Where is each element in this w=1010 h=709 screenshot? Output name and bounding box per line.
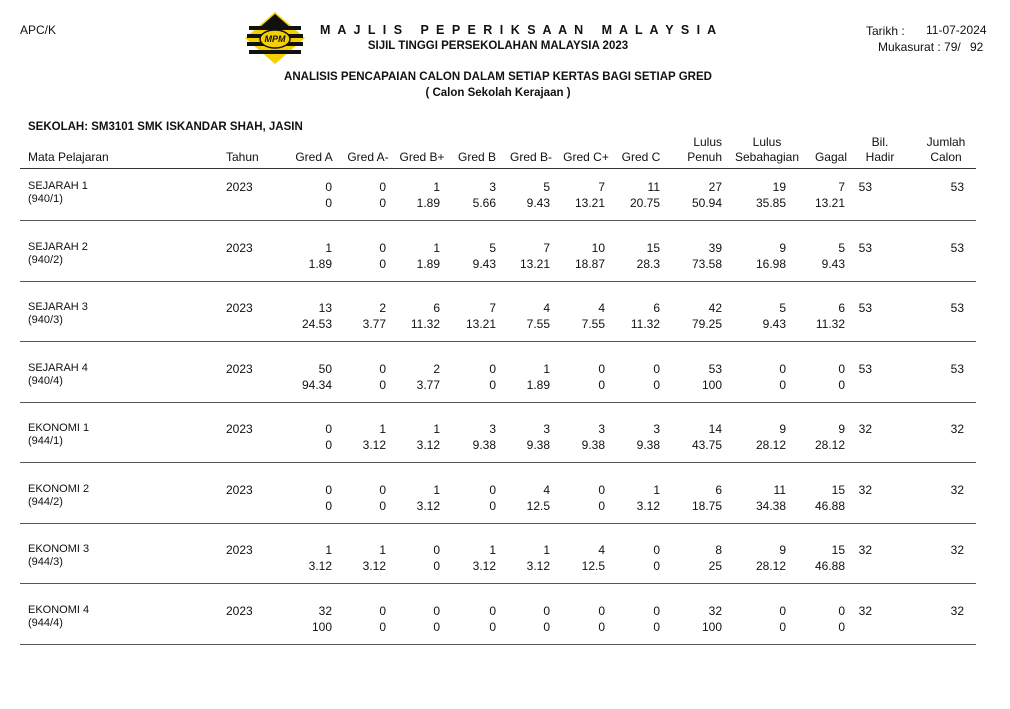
percent-cell: 94.34 <box>301 377 332 392</box>
percent-cell: 25 <box>708 559 722 573</box>
count-cell: 0 <box>379 603 386 618</box>
percent-cell: 0 <box>325 498 332 513</box>
col-grade-1: Gred A- <box>347 150 389 164</box>
bil-hadir-cell: 32 <box>858 603 872 618</box>
count-cell: 5 <box>779 301 786 315</box>
page-total: 92 <box>970 40 984 54</box>
percent-cell: 0 <box>325 196 332 210</box>
subject-name: SEJARAH 1 <box>28 180 88 192</box>
report-code: APC/K <box>20 23 57 37</box>
count-cell: 1 <box>325 543 332 557</box>
subject-code: (944/4) <box>28 616 63 629</box>
percent-cell: 12.5 <box>526 498 550 513</box>
count-cell: 7 <box>543 240 550 255</box>
count-cell: 0 <box>433 543 440 557</box>
percent-cell: 0 <box>653 619 660 634</box>
percent-cell: 9.43 <box>821 256 845 271</box>
count-cell: 0 <box>598 482 605 497</box>
count-cell: 0 <box>379 361 386 376</box>
count-cell: 32 <box>708 603 722 618</box>
year-cell: 2023 <box>226 543 253 557</box>
percent-cell: 3.12 <box>362 438 386 452</box>
count-cell: 15 <box>646 240 660 255</box>
count-cell: 0 <box>379 180 386 194</box>
count-cell: 1 <box>653 482 660 497</box>
count-cell: 3 <box>489 180 496 194</box>
col-jumlah-calon-2: Calon <box>930 150 962 164</box>
row-divider <box>20 341 976 342</box>
count-cell: 4 <box>543 482 550 497</box>
percent-cell: 0 <box>379 256 386 271</box>
count-cell: 3 <box>543 422 550 436</box>
percent-cell: 9.43 <box>472 256 496 271</box>
percent-cell: 0 <box>838 377 845 392</box>
jumlah-calon-cell: 32 <box>950 482 964 497</box>
percent-cell: 9.43 <box>762 317 786 331</box>
count-cell: 1 <box>379 543 386 557</box>
date-value: 11-07-2024 <box>926 23 987 37</box>
bil-hadir-cell: 53 <box>858 240 872 255</box>
count-cell: 0 <box>325 180 332 194</box>
count-cell: 7 <box>838 180 845 194</box>
percent-cell: 50.94 <box>691 196 722 210</box>
row-divider <box>20 583 976 584</box>
percent-cell: 9.38 <box>581 438 605 452</box>
subject-code: (940/4) <box>28 374 63 387</box>
percent-cell: 5.66 <box>472 196 496 210</box>
count-cell: 0 <box>379 240 386 255</box>
count-cell: 0 <box>489 603 496 618</box>
percent-cell: 3.12 <box>636 498 660 513</box>
percent-cell: 0 <box>653 377 660 392</box>
percent-cell: 0 <box>838 619 845 634</box>
count-cell: 1 <box>489 543 496 557</box>
percent-cell: 0 <box>489 377 496 392</box>
subject-code: (940/2) <box>28 253 63 266</box>
col-grade-2: Gred B+ <box>399 150 445 164</box>
row-divider <box>20 462 976 463</box>
percent-cell: 0 <box>543 619 550 634</box>
count-cell: 0 <box>489 482 496 497</box>
col-lulus-penuh-1: Lulus <box>693 135 722 149</box>
report-subtitle: ( Calon Sekolah Kerajaan ) <box>425 87 571 99</box>
percent-cell: 46.88 <box>814 498 845 513</box>
count-cell: 1 <box>543 361 550 376</box>
percent-cell: 0 <box>489 619 496 634</box>
mpm-logo <box>243 10 307 66</box>
year-cell: 2023 <box>226 240 253 255</box>
count-cell: 5 <box>489 240 496 255</box>
count-cell: 2 <box>379 301 386 315</box>
percent-cell: 11.32 <box>410 317 440 331</box>
count-cell: 1 <box>543 543 550 557</box>
percent-cell: 1.89 <box>416 256 440 271</box>
percent-cell: 0 <box>489 498 496 513</box>
subject-name: EKONOMI 4 <box>28 603 90 616</box>
bil-hadir-cell: 53 <box>858 180 872 194</box>
count-cell: 5 <box>543 180 550 194</box>
percent-cell: 0 <box>433 559 440 573</box>
percent-cell: 100 <box>701 619 722 634</box>
count-cell: 1 <box>433 180 440 194</box>
count-cell: 10 <box>591 240 605 255</box>
count-cell: 0 <box>838 361 845 376</box>
subject-code: (944/2) <box>28 495 63 508</box>
count-cell: 2 <box>433 361 440 376</box>
percent-cell: 20.75 <box>629 196 660 210</box>
count-cell: 1 <box>433 422 440 436</box>
percent-cell: 28.12 <box>755 559 786 573</box>
count-cell: 3 <box>489 422 496 436</box>
percent-cell: 7.55 <box>526 317 550 331</box>
count-cell: 14 <box>708 422 722 436</box>
count-cell: 32 <box>318 603 332 618</box>
col-grade-3: Gred B <box>457 150 496 164</box>
count-cell: 27 <box>708 180 722 194</box>
percent-cell: 1.89 <box>526 377 550 392</box>
percent-cell: 0 <box>779 619 786 634</box>
bil-hadir-cell: 32 <box>858 422 872 436</box>
count-cell: 1 <box>325 240 332 255</box>
year-cell: 2023 <box>226 361 253 376</box>
count-cell: 1 <box>433 482 440 497</box>
percent-cell: 34.38 <box>755 498 786 513</box>
percent-cell: 3.12 <box>416 438 440 452</box>
percent-cell: 0 <box>653 559 660 573</box>
percent-cell: 11.32 <box>815 317 845 331</box>
count-cell: 0 <box>653 603 660 618</box>
col-jumlah-calon-1: Jumlah <box>926 135 966 149</box>
svg-text:MPM: MPM <box>264 34 286 44</box>
percent-cell: 0 <box>779 377 786 392</box>
count-cell: 7 <box>598 180 605 194</box>
percent-cell: 13.21 <box>574 196 605 210</box>
year-cell: 2023 <box>226 482 253 497</box>
percent-cell: 9.38 <box>472 438 496 452</box>
count-cell: 0 <box>379 482 386 497</box>
percent-cell: 0 <box>598 619 605 634</box>
count-cell: 19 <box>772 180 786 194</box>
subject-name: EKONOMI 3 <box>28 543 90 555</box>
percent-cell: 3.12 <box>308 559 332 573</box>
percent-cell: 35.85 <box>755 196 786 210</box>
percent-cell: 79.25 <box>691 317 722 331</box>
subject-name: EKONOMI 1 <box>28 422 90 434</box>
percent-cell: 3.77 <box>362 317 386 331</box>
percent-cell: 3.12 <box>472 559 496 573</box>
jumlah-calon-cell: 53 <box>950 361 964 376</box>
col-grade-0: Gred A <box>295 150 333 164</box>
year-cell: 2023 <box>226 301 253 315</box>
count-cell: 4 <box>543 301 550 315</box>
percent-cell: 0 <box>598 498 605 513</box>
jumlah-calon-cell: 53 <box>950 240 964 255</box>
jumlah-calon-cell: 53 <box>950 180 964 194</box>
count-cell: 9 <box>779 543 786 557</box>
count-cell: 7 <box>489 301 496 315</box>
header-divider <box>20 168 976 169</box>
col-lulus-sebahagian-1: Lulus <box>752 135 782 149</box>
percent-cell: 43.75 <box>691 438 722 452</box>
percent-cell: 9.38 <box>526 438 550 452</box>
school-name: SEKOLAH: SM3101 SMK ISKANDAR SHAH, JASIN <box>28 121 303 133</box>
percent-cell: 0 <box>598 377 605 392</box>
col-grade-5: Gred C+ <box>563 150 609 164</box>
count-cell: 53 <box>708 361 722 376</box>
col-lulus-sebahagian-2: Sebahagian <box>734 150 800 164</box>
subject-name: SEJARAH 4 <box>28 361 88 374</box>
percent-cell: 18.87 <box>574 256 605 271</box>
count-cell: 11 <box>773 482 786 497</box>
count-cell: 3 <box>598 422 605 436</box>
percent-cell: 13.21 <box>465 317 496 331</box>
percent-cell: 18.75 <box>691 498 722 513</box>
percent-cell: 100 <box>701 377 722 392</box>
percent-cell: 13.21 <box>814 196 845 210</box>
col-grade-4: Gred B- <box>509 150 552 164</box>
date-label: Tarikh : <box>866 24 905 38</box>
percent-cell: 100 <box>311 619 332 634</box>
percent-cell: 1.89 <box>308 256 332 271</box>
percent-cell: 13.21 <box>519 256 550 271</box>
percent-cell: 0 <box>379 498 386 513</box>
page-label: Mukasurat : 79/ <box>878 40 961 54</box>
count-cell: 0 <box>489 361 496 376</box>
count-cell: 4 <box>598 543 605 557</box>
count-cell: 11 <box>647 180 660 194</box>
percent-cell: 46.88 <box>814 559 845 573</box>
count-cell: 15 <box>831 543 845 557</box>
bil-hadir-cell: 32 <box>858 543 872 557</box>
org-title: M A J L I S P E P E R I K S A A N M A L A Y S I A <box>320 23 719 37</box>
bil-hadir-cell: 32 <box>858 482 872 497</box>
count-cell: 0 <box>838 603 845 618</box>
subject-name: EKONOMI 2 <box>28 482 90 495</box>
count-cell: 5 <box>838 240 845 255</box>
row-divider <box>20 644 976 645</box>
percent-cell: 12.5 <box>581 559 605 573</box>
percent-cell: 0 <box>379 619 386 634</box>
count-cell: 8 <box>715 543 722 557</box>
count-cell: 1 <box>379 422 386 436</box>
count-cell: 0 <box>779 361 786 376</box>
percent-cell: 3.12 <box>416 498 440 513</box>
count-cell: 0 <box>325 482 332 497</box>
percent-cell: 0 <box>325 438 332 452</box>
percent-cell: 9.43 <box>526 196 550 210</box>
count-cell: 0 <box>653 543 660 557</box>
percent-cell: 28.3 <box>636 256 660 271</box>
percent-cell: 3.12 <box>362 559 386 573</box>
count-cell: 6 <box>715 482 722 497</box>
percent-cell: 16.98 <box>755 256 786 271</box>
percent-cell: 1.89 <box>416 196 440 210</box>
count-cell: 0 <box>433 603 440 618</box>
row-divider <box>20 281 976 282</box>
count-cell: 0 <box>653 361 660 376</box>
count-cell: 13 <box>318 301 332 315</box>
percent-cell: 0 <box>379 196 386 210</box>
percent-cell: 24.53 <box>301 317 332 331</box>
count-cell: 6 <box>433 301 440 315</box>
count-cell: 42 <box>708 301 722 315</box>
count-cell: 4 <box>598 301 605 315</box>
col-bil-hadir-2: Hadir <box>865 150 895 164</box>
subject-code: (944/1) <box>28 435 63 447</box>
year-cell: 2023 <box>226 422 253 436</box>
count-cell: 9 <box>779 422 786 436</box>
count-cell: 39 <box>708 240 722 255</box>
row-divider <box>20 220 976 221</box>
count-cell: 9 <box>838 422 845 436</box>
jumlah-calon-cell: 53 <box>950 301 964 315</box>
subject-code: (944/3) <box>28 556 63 568</box>
subject-name: SEJARAH 3 <box>28 301 88 313</box>
percent-cell: 28.12 <box>814 438 845 452</box>
count-cell: 6 <box>838 301 845 315</box>
col-subject: Mata Pelajaran <box>28 150 109 164</box>
count-cell: 6 <box>653 301 660 315</box>
exam-title: SIJIL TINGGI PERSEKOLAHAN MALAYSIA 2023 <box>367 40 629 52</box>
col-gagal: Gagal <box>814 150 847 164</box>
percent-cell: 28.12 <box>755 438 786 452</box>
count-cell: 0 <box>779 603 786 618</box>
subject-code: (940/3) <box>28 314 63 326</box>
count-cell: 1 <box>433 240 440 255</box>
percent-cell: 3.77 <box>416 377 440 392</box>
percent-cell: 73.58 <box>691 256 722 271</box>
jumlah-calon-cell: 32 <box>950 422 964 436</box>
percent-cell: 7.55 <box>581 317 605 331</box>
year-cell: 2023 <box>226 180 253 194</box>
count-cell: 50 <box>318 361 332 376</box>
subject-code: (940/1) <box>28 193 63 205</box>
col-lulus-penuh-2: Penuh <box>687 150 722 164</box>
count-cell: 0 <box>598 361 605 376</box>
count-cell: 15 <box>831 482 845 497</box>
row-divider <box>20 523 976 524</box>
col-bil-hadir-1: Bil. <box>871 135 889 149</box>
col-grade-6: Gred C <box>621 150 661 164</box>
count-cell: 0 <box>598 603 605 618</box>
count-cell: 0 <box>325 422 332 436</box>
count-cell: 9 <box>779 240 786 255</box>
report-title: ANALISIS PENCAPAIAN CALON DALAM SETIAP KERTAS BAGI SETIAP GRED <box>284 71 712 83</box>
row-divider <box>20 402 976 403</box>
percent-cell: 0 <box>379 377 386 392</box>
bil-hadir-cell: 53 <box>858 361 872 376</box>
year-cell: 2023 <box>226 603 253 618</box>
percent-cell: 11.32 <box>630 317 660 331</box>
bil-hadir-cell: 53 <box>858 301 872 315</box>
col-year: Tahun <box>226 150 259 164</box>
jumlah-calon-cell: 32 <box>950 543 964 557</box>
jumlah-calon-cell: 32 <box>950 603 964 618</box>
count-cell: 0 <box>543 603 550 618</box>
subject-name: SEJARAH 2 <box>28 240 88 253</box>
percent-cell: 3.12 <box>526 559 550 573</box>
count-cell: 3 <box>653 422 660 436</box>
percent-cell: 9.38 <box>636 438 660 452</box>
percent-cell: 0 <box>433 619 440 634</box>
